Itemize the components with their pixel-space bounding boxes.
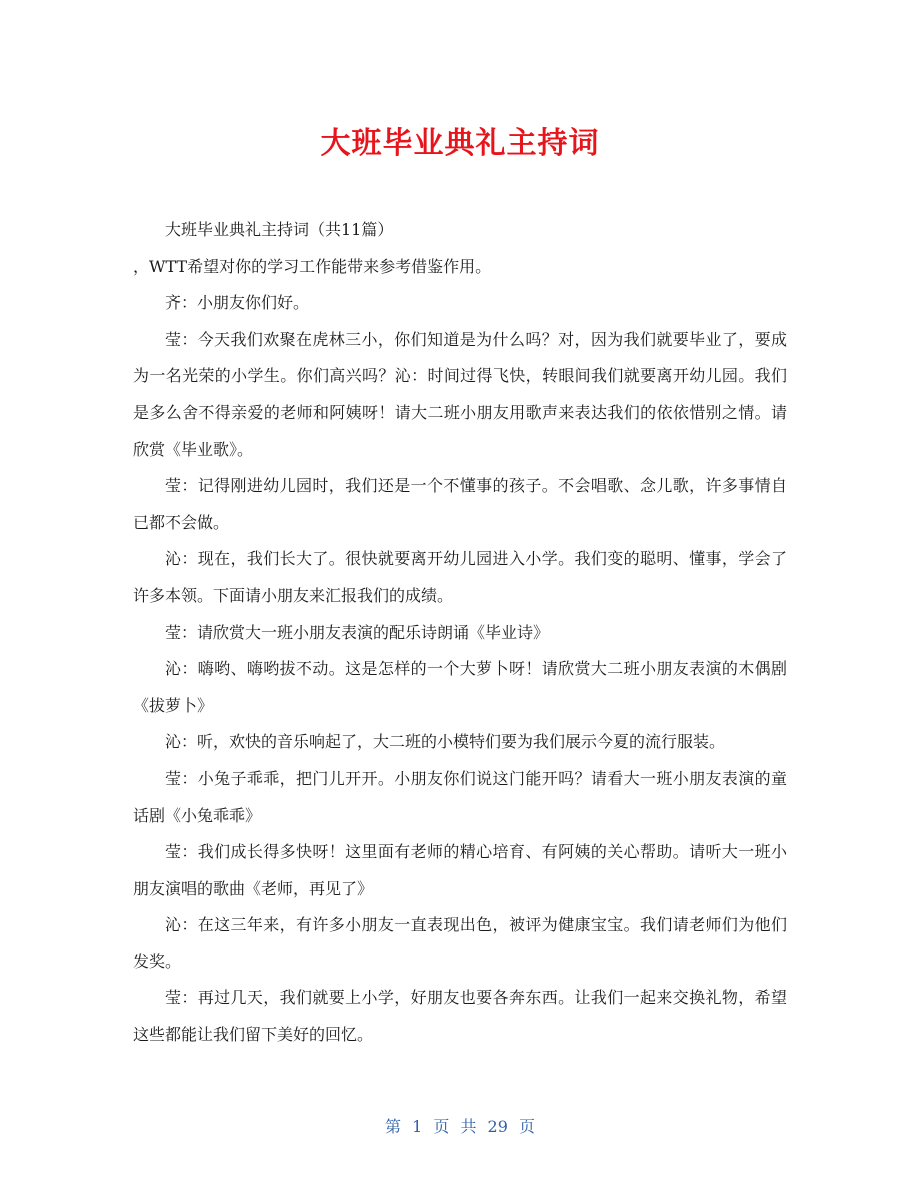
paragraph: 莹：请欣赏大一班小朋友表演的配乐诗朗诵《毕业诗》: [165, 622, 550, 642]
document-title: 大班毕业典礼主持词: [320, 126, 600, 161]
document-body: [133, 212, 787, 1054]
paragraph: 莹：今天我们欢聚在虎林三小，你们知道是为什么吗？对，因为我们就要毕业了，要成为一名光荣的小学生。你们高兴吗？沁：时间过得飞快，转眼间我们就要离开幼儿园。我们是多么舍不得亲爱的老师和阿姨呀！请大二班小朋友用歌声来表达我们的依依惜别之情。请欣赏《毕业歌》。: [133, 329, 787, 459]
paragraph: 沁：嗨哟、嗨哟拔不动。这是怎样的一个大萝卜呀！请欣赏大二班小朋友表演的木偶剧《拔萝卜》: [133, 659, 787, 715]
paragraph: 沁：在这三年来，有许多小朋友一直表现出色，被评为健康宝宝。我们请老师们为他们发奖。: [133, 915, 787, 971]
page-number-footer: 第 1 页 共 29 页: [385, 1117, 535, 1136]
paragraph: 莹：小兔子乖乖，把门儿开开。小朋友你们说这门能开吗？请看大一班小朋友表演的童话剧《小兔乖乖》: [133, 768, 787, 825]
paragraph: 大班毕业典礼主持词（共11篇）: [165, 220, 394, 239]
paragraph: 莹：再过几天，我们就要上小学，好朋友也要各奔东西。让我们一起来交换礼物，希望这些都能让我们留下美好的回忆。: [133, 988, 787, 1045]
paragraph: 齐：小朋友你们好。: [165, 293, 310, 313]
paragraph: 沁：听，欢快的音乐响起了，大二班的小模特们要为我们展示今夏的流行服装。: [165, 732, 726, 752]
paragraph: ，WTT希望对你的学习工作能带来参考借鉴作用。: [133, 256, 492, 276]
paragraph: 沁：现在，我们长大了。很快就要离开幼儿园进入小学。我们变的聪明、懂事，学会了许多本领。下面请小朋友来汇报我们的成绩。: [133, 549, 787, 605]
paragraph: 莹：记得刚进幼儿园时，我们还是一个不懂事的孩子。不会唱歌、念儿歌，许多事情自已都不会做。: [133, 476, 787, 532]
paragraph: 莹：我们成长得多快呀！这里面有老师的精心培育、有阿姨的关心帮助。请听大一班小朋友演唱的歌曲《老师，再见了》: [133, 842, 787, 898]
